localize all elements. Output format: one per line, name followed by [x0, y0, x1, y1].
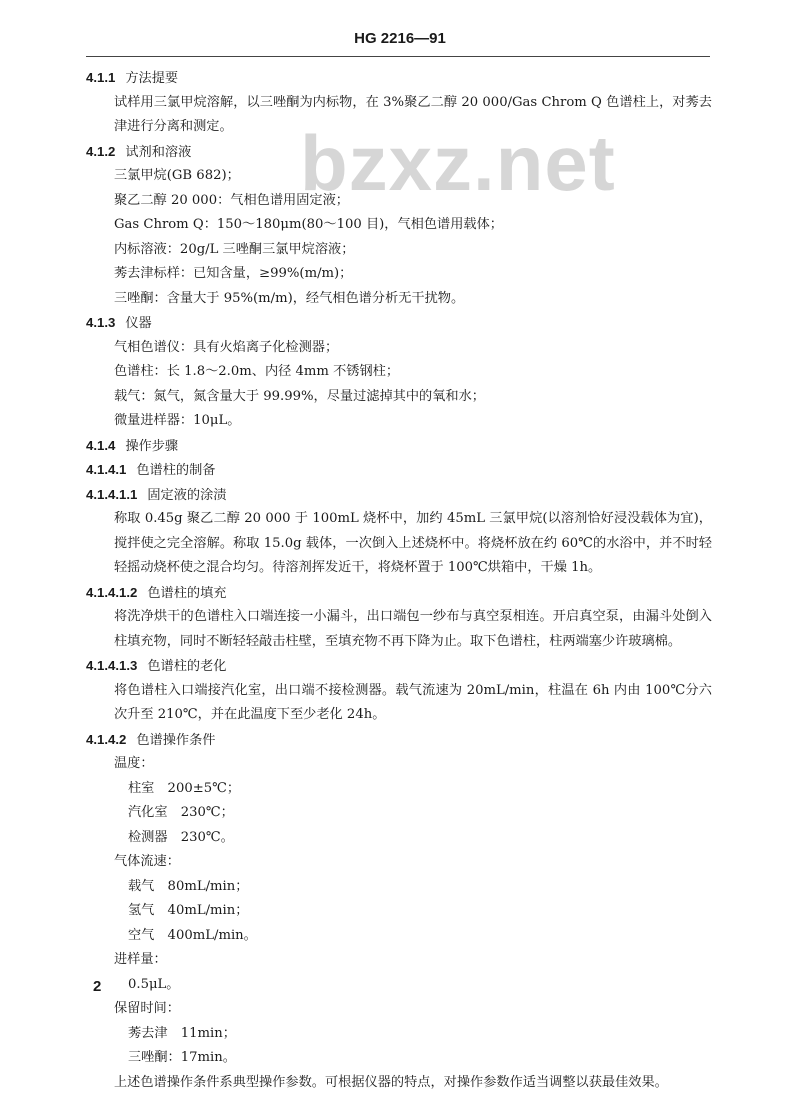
section-4-1-4-1-2-text: 将洗净烘干的色谱柱入口端连接一小漏斗，出口端包一纱布与真空泵相连。开启真空泵，由漏斗处倒入柱填充物，同时不断轻轻敲击柱壁，至填充物不再下降为止。取下色谱柱，柱两端塞少许玻璃棉。 — [86, 605, 712, 654]
section-4-1-4-1-3-text: 将色谱柱入口端接汽化室，出口端不接检测器。载气流速为 20mL/min，柱温在 6h 内由 100℃分六次升至 210℃，并在此温度下至少老化 24h。 — [86, 679, 712, 728]
section-title: 仪器 — [125, 316, 151, 331]
instrument-item: 微量进样器：10μL。 — [86, 409, 712, 434]
document-code-header: HG 2216—91 — [0, 30, 800, 47]
section-4-1-1-text: 试样用三氯甲烷溶解，以三唑酮为内标物，在 3%聚乙二醇 20 000/Gas Chrom Q 色谱柱上，对莠去津进行分离和测定。 — [86, 91, 712, 140]
injection-label: 进样量： — [86, 948, 712, 973]
retention-item: 三唑酮：17min。 — [86, 1046, 712, 1071]
section-title: 操作步骤 — [125, 439, 178, 454]
section-4-1-4-2-heading — [86, 728, 712, 753]
section-title: 固定液的涂渍 — [147, 488, 226, 503]
flow-item: 空气 400mL/min。 — [86, 924, 712, 949]
section-4-1-4-1-1-heading — [86, 483, 712, 508]
section-4-1-4-1-2-heading — [86, 581, 712, 606]
watermark: bzxz.net — [300, 118, 616, 209]
section-4-1-4-heading — [86, 434, 712, 459]
section-4-1-4-1-1-text: 称取 0.45g 聚乙二醇 20 000 于 100mL 烧杯中，加约 45mL 三氯甲烷(以溶剂恰好浸没载体为宜)，搅拌使之完全溶解。称取 15.0g 载体，一次倒入上述烧杯中。将烧杯放在约 60℃的水浴中，并不时轻轻摇动烧杯使之混合均匀。待溶剂挥发近干，将烧杯置于 100℃烘箱中，干燥 1h。 — [86, 507, 712, 581]
flow-item: 氢气 40mL/min； — [86, 899, 712, 924]
section-title: 试剂和溶液 — [125, 145, 191, 160]
temperature-label: 温度： — [86, 752, 712, 777]
instrument-item: 载气：氮气，氮含量大于 99.99%，尽量过滤掉其中的氧和水； — [86, 385, 712, 410]
retention-item: 莠去津 11min； — [86, 1022, 712, 1047]
section-number: 4.1.4.1.3 — [86, 654, 137, 679]
section-title: 色谱柱的制备 — [136, 463, 215, 478]
temperature-item: 汽化室 230℃； — [86, 801, 712, 826]
section-number: 4.1.2 — [86, 140, 115, 165]
section-4-1-3-heading — [86, 311, 712, 336]
retention-label: 保留时间： — [86, 997, 712, 1022]
temperature-item: 柱室 200±5℃； — [86, 777, 712, 802]
document-body — [86, 66, 712, 1095]
reagent-item: 三氯甲烷(GB 682)； — [86, 164, 712, 189]
injection-value: 0.5μL。 — [86, 973, 712, 998]
section-number: 4.1.4.1 — [86, 458, 126, 483]
temperature-item: 检测器 230℃。 — [86, 826, 712, 851]
section-4-1-2-heading — [86, 140, 712, 165]
page-number: 2 — [93, 978, 101, 995]
header-rule — [86, 56, 710, 57]
reagent-item: Gas Chrom Q：150～180μm(80～100 目)，气相色谱用载体； — [86, 213, 712, 238]
reagent-item: 三唑酮：含量大于 95%(m/m)，经气相色谱分析无干扰物。 — [86, 287, 712, 312]
operating-conditions-note: 上述色谱操作条件系典型操作参数。可根据仪器的特点，对操作参数作适当调整以获最佳效果。 — [86, 1071, 712, 1095]
section-number: 4.1.3 — [86, 311, 115, 336]
section-number: 4.1.4 — [86, 434, 115, 459]
instrument-item: 色谱柱：长 1.8～2.0m、内径 4mm 不锈钢柱； — [86, 360, 712, 385]
flow-label: 气体流速： — [86, 850, 712, 875]
section-4-1-1-heading — [86, 66, 712, 91]
section-number: 4.1.4.1.1 — [86, 483, 137, 508]
reagent-item: 内标溶液：20g/L 三唑酮三氯甲烷溶液； — [86, 238, 712, 263]
section-title: 色谱柱的老化 — [147, 659, 226, 674]
section-4-1-4-1-3-heading — [86, 654, 712, 679]
reagent-item: 莠去津标样：已知含量，≥99%(m/m)； — [86, 262, 712, 287]
section-title: 色谱柱的填充 — [147, 586, 226, 601]
section-number: 4.1.4.2 — [86, 728, 126, 753]
section-title: 色谱操作条件 — [136, 733, 215, 748]
section-title: 方法提要 — [125, 71, 178, 86]
section-4-1-4-1-heading — [86, 458, 712, 483]
flow-item: 载气 80mL/min； — [86, 875, 712, 900]
instrument-item: 气相色谱仪：具有火焰离子化检测器； — [86, 336, 712, 361]
section-number: 4.1.4.1.2 — [86, 581, 137, 606]
reagent-item: 聚乙二醇 20 000：气相色谱用固定液； — [86, 189, 712, 214]
section-number: 4.1.1 — [86, 66, 115, 91]
